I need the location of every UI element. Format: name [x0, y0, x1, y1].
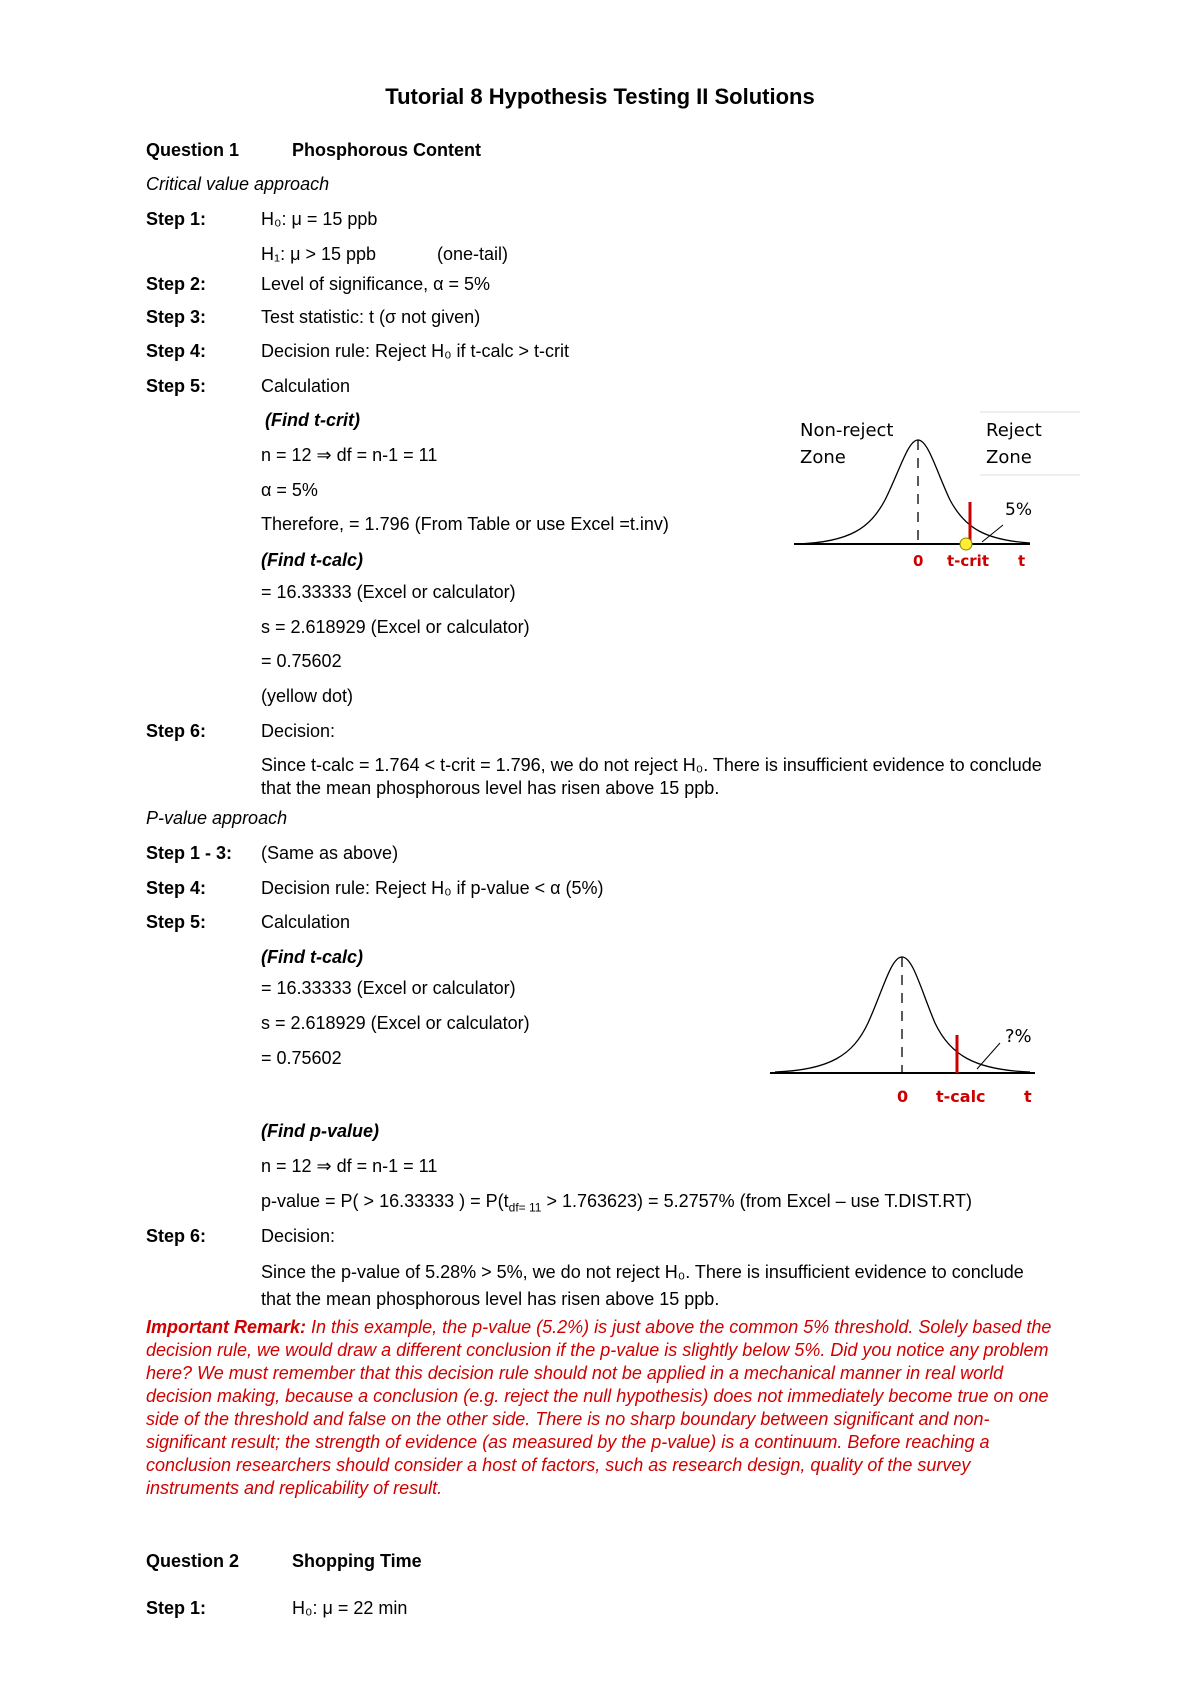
step-4-label: Step 4:: [146, 341, 207, 361]
important-remark: [146, 1316, 1052, 1500]
one-tail-note: (one-tail): [437, 244, 509, 264]
critical-decision-text: Since t-calc = 1.764 < t-crit = 1.796, we do not reject H₀. There is insufficient evidence to conclude that the mean phosphorous level has risen above 15 ppb.: [261, 755, 1042, 798]
pv-find-tcalc-label: (Find t-calc): [261, 947, 363, 967]
q2-null-hypothesis: H₀: μ = 22 min: [292, 1598, 408, 1618]
tail-unknown-label: ?%: [1005, 1026, 1032, 1047]
yellow-dot-note: (yellow dot): [261, 686, 354, 706]
calculation-label: Calculation: [261, 376, 351, 396]
pv-sample-mean: = 16.33333 (Excel or calculator): [261, 978, 516, 998]
tail-pointer-2: [977, 1043, 1000, 1069]
pv-standard-error: = 0.75602: [261, 1048, 342, 1068]
axis-t-label: t: [1018, 552, 1026, 570]
tcrit-distribution-diagram: [790, 410, 1080, 570]
axis-zero-label-2: 0: [897, 1087, 909, 1106]
pvalue-decision-text: Since the p-value of 5.28% > 5%, we do not reject H₀. There is insufficient evidence to conclude that the mean phosphorous level has risen above 15 ppb.: [261, 1262, 1024, 1309]
axis-t-label-2: t: [1024, 1087, 1032, 1106]
step-3-label: Step 3:: [146, 307, 207, 327]
document-title: Tutorial 8 Hypothesis Testing II Solutions: [385, 84, 815, 109]
axis-tcrit-label: t-crit: [947, 552, 989, 570]
significance-level: Level of significance, α = 5%: [261, 274, 491, 294]
pv-sample-size-df: n = 12 ⇒ df = n-1 = 11: [261, 1156, 438, 1176]
sample-size-df: n = 12 ⇒ df = n-1 = 11: [261, 445, 438, 465]
pv-decision-label: Decision:: [261, 1226, 336, 1246]
pvalue-calc-part-b: > 1.763623) = 5.2757% (from Excel – use T.DIST.RT): [541, 1191, 973, 1211]
step-6-label: Step 6:: [146, 721, 207, 741]
same-as-above: (Same as above): [261, 843, 399, 863]
question-1-number: Question 1: [146, 140, 240, 160]
nonreject-zone-line1: Non-reject: [800, 420, 894, 441]
step-1-3-label: Step 1 - 3:: [146, 843, 233, 863]
step-5-label: Step 5:: [146, 376, 207, 396]
tcrit-value: Therefore, = 1.796 (From Table or use Excel =t.inv): [261, 514, 669, 534]
step-2-label: Step 2:: [146, 274, 207, 294]
sample-sd: s = 2.618929 (Excel or calculator): [261, 617, 530, 637]
pvalue-heading: P-value approach: [146, 808, 288, 828]
axis-zero-label: 0: [913, 552, 924, 570]
reject-zone-line1: Reject: [986, 420, 1042, 441]
tcalc-distribution-diagram: [765, 945, 1065, 1110]
decision-rule: Decision rule: Reject H₀ if t-calc > t-crit: [261, 341, 570, 361]
test-statistic: Test statistic: t (σ not given): [261, 307, 481, 327]
find-tcrit-label: (Find t-crit): [265, 410, 360, 430]
alt-hypothesis: H₁: μ > 15 ppb: [261, 244, 377, 264]
pvalue-calc-sub: df= 11: [508, 1200, 542, 1215]
find-tcalc-label: (Find t-calc): [261, 550, 363, 570]
decision-label: Decision:: [261, 721, 336, 741]
find-pvalue-label: (Find p-value): [261, 1121, 379, 1141]
remark-label: Important Remark:: [146, 1317, 307, 1337]
tail-percent-label: 5%: [1005, 500, 1032, 520]
pv-step-6-label: Step 6:: [146, 1226, 207, 1246]
question-2-title: Shopping Time: [292, 1551, 422, 1571]
yellow-dot: [960, 538, 972, 550]
q2-step-1-label: Step 1:: [146, 1598, 207, 1618]
question-1-title: Phosphorous Content: [292, 140, 481, 160]
axis-tcalc-label: t-calc: [936, 1087, 986, 1106]
standard-error: = 0.75602: [261, 651, 342, 671]
nonreject-zone-line2: Zone: [800, 447, 846, 468]
pv-step-4-label: Step 4:: [146, 878, 207, 898]
reject-zone-line2: Zone: [986, 447, 1032, 468]
step-1-label: Step 1:: [146, 209, 207, 229]
pv-decision-rule: Decision rule: Reject H₀ if p-value < α (5%): [261, 878, 604, 898]
pvalue-calc: [261, 1190, 972, 1219]
sample-mean: = 16.33333 (Excel or calculator): [261, 582, 516, 602]
question-2-number: Question 2: [146, 1551, 240, 1571]
pvalue-calc-part-a: p-value = P( > 16.33333 ) = P(t: [261, 1191, 509, 1211]
critical-value-heading: Critical value approach: [146, 174, 330, 194]
pv-sample-sd: s = 2.618929 (Excel or calculator): [261, 1013, 530, 1033]
pv-calculation-label: Calculation: [261, 912, 351, 932]
pv-step-5-label: Step 5:: [146, 912, 207, 932]
alpha-value: α = 5%: [261, 480, 318, 500]
null-hypothesis: H₀: μ = 15 ppb: [261, 209, 378, 229]
remark-text: In this example, the p-value (5.2%) is just above the common 5% threshold. Solely based the decision rule, we would draw a different conclusion if the p-value is slightly below 5%. Did you notice any problem here? We must remember that this decision rule should not be applied in a mechanical manner in real world decision making, because a conclusion (e.g. reject the null hypothesis) does not immediately become true on one side of the threshold and false on the other side. There is no sharp boundary between significant and non-significant result; the strength of evidence (as measured by the p-value) is a continuum. Before reaching a conclusion researchers should consider a host of factors, such as research design, quality of the survey instruments and replicability of result.: [146, 1317, 1052, 1498]
